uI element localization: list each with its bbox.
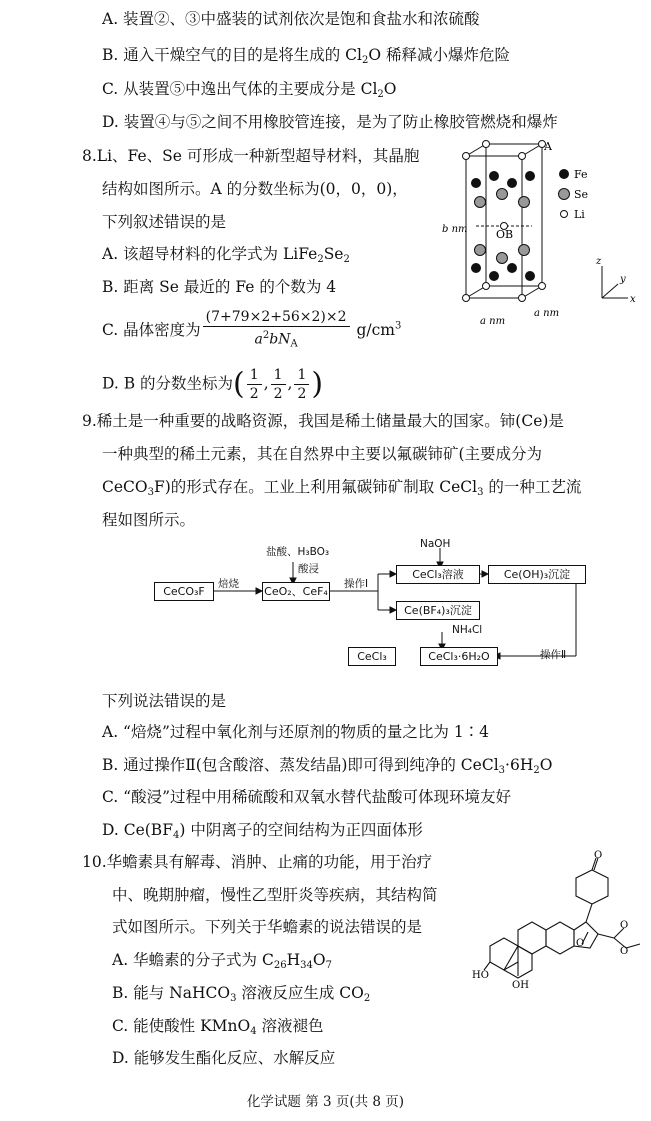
q10-option-d: D. 能够发生酯化反应、水解反应 <box>112 1049 336 1067</box>
flow-label-nh4cl: NH₄Cl <box>452 624 483 636</box>
flow-label-op2: 操作Ⅱ <box>540 649 567 661</box>
svg-text:HO: HO <box>472 970 489 981</box>
svg-text:z: z <box>596 256 602 267</box>
flow-box-cecl3: CeCl₃ <box>348 647 396 666</box>
flow-label-roast: 焙烧 <box>218 578 239 590</box>
legend-fe: Fe <box>574 168 588 181</box>
flow-label-naoh: NaOH <box>420 538 451 550</box>
svg-text:O: O <box>620 920 629 931</box>
q9-stem-line4: 程如图所示。 <box>102 511 196 529</box>
q8-option-b: B. 距离 Se 最近的 Fe 的个数为 4 <box>102 278 337 296</box>
q7-option-d: D. 装置④与⑤之间不用橡胶管连接，是为了防止橡胶管燃烧和爆炸 <box>102 113 558 131</box>
flow-box-ceco3f: CeCO₃F <box>154 582 214 601</box>
q9-option-d: D. $Ce(BF_4)$ 中阴离子的空间结构为正四面体形 <box>102 821 423 841</box>
label-a-nm-1: a nm <box>480 316 506 327</box>
legend-se-marker <box>559 189 570 200</box>
q9-stem-line2: 一种典型的稀土元素，其在自然界中主要以氟碳铈矿(主要成分为 <box>102 445 543 463</box>
label-a-nm-2: a nm <box>534 308 560 319</box>
svg-text:y: y <box>620 274 626 285</box>
flow-box-ceoh3: Ce(OH)₃沉淀 <box>488 565 586 584</box>
flow-label-acid: 盐酸、H₃BO₃ <box>266 546 330 558</box>
label-b: OB <box>496 228 514 241</box>
q10-option-a: A. 华蟾素的分子式为 $C_{26}H_{34}O_7$ <box>112 951 332 971</box>
atom-grid <box>463 141 546 302</box>
q7-option-a: A. 装置②、③中盛装的试剂依次是饱和食盐水和浓硫酸 <box>102 10 480 28</box>
flow-label-leach: 酸浸 <box>298 563 319 575</box>
legend-fe-marker <box>559 169 569 179</box>
flow-label-op1: 操作Ⅰ <box>344 578 369 590</box>
legend-li-marker <box>561 211 568 218</box>
q10-stem-line1: 10.华蟾素具有解毒、消肿、止痛的功能，用于治疗 <box>82 853 433 871</box>
q8-stem-line1: 8.Li、Fe、Se 可形成一种新型超导材料，其晶胞 <box>82 147 420 165</box>
flow-box-cecl3-hydrate: CeCl₃·6H₂O <box>420 647 498 666</box>
q10-option-c: C. 能使酸性 KMnO$_4$ 溶液褪色 <box>112 1017 324 1037</box>
q9-stem-line1: 9.稀土是一种重要的战略资源，我国是稀土储量最大的国家。铈(Ce)是 <box>82 412 564 430</box>
q9-option-a: A. “焙烧”过程中氧化剂与还原剂的物质的量之比为 1∶4 <box>102 723 490 741</box>
svg-text:O: O <box>594 850 603 861</box>
density-fraction: $\frac{(7+79\times 2+56\times 2)\times 2}{a^2bN_A}$ <box>203 308 350 354</box>
q8-option-a: A. 该超导材料的化学式为 $LiFe_2Se_2$ <box>102 245 350 265</box>
huachansu-structure <box>470 848 650 993</box>
q9-stem-line3: CeCO$_3$F)的形式存在。工业上利用氟碳铈矿制取 CeCl$_3$ 的一种工艺流 <box>102 478 582 498</box>
label-a-top: A <box>544 140 552 153</box>
crystal-cell-figure <box>440 138 645 328</box>
page-footer: 化学试题 第 3 页(共 8 页) <box>246 1094 405 1110</box>
q10-option-b: B. 能与 NaHCO$_3$ 溶液反应生成 $CO_2$ <box>112 984 371 1004</box>
svg-text:x: x <box>630 294 636 305</box>
q9-option-c: C. “酸浸”过程中用稀硫酸和双氧水替代盐酸可体现环境友好 <box>102 788 512 806</box>
svg-text:OH: OH <box>512 980 529 991</box>
flow-box-cebf4: Ce(BF₄)₃沉淀 <box>396 601 480 620</box>
q7-option-c: C. 从装置⑤中逸出气体的主要成分是 $Cl_2O$ <box>102 80 397 100</box>
q8-stem-line3: 下列叙述错误的是 <box>102 213 227 231</box>
svg-text:O: O <box>620 946 629 957</box>
legend-li: Li <box>574 208 585 221</box>
q7-option-b: B. 通入干燥空气的目的是将生成的 $Cl_2O$ 稀释减小爆炸危险 <box>102 46 511 66</box>
svg-text:O: O <box>576 938 585 949</box>
q8-option-c: C. 晶体密度为 $\frac{(7+79\times 2+56\times 2)\times 2}{a^2bN_A}$ $g/cm^3$ <box>102 308 401 354</box>
q9-option-b: B. 通过操作Ⅱ(包含酸溶、蒸发结晶)即可得到纯净的 $CeCl_3\cdot 6H_2O$ <box>102 756 553 776</box>
q8-option-d: D. B 的分数坐标为( $\frac{1}{2}$ , $\frac{1}{2}$ , $\frac{1}{2}$ ) <box>102 366 324 402</box>
q10-stem-line3: 式如图所示。下列关于华蟾素的说法错误的是 <box>112 918 423 936</box>
q9-lead: 下列说法错误的是 <box>102 692 227 710</box>
q8-stem-line2: 结构如图所示。A 的分数坐标为(0，0，0)， <box>102 180 408 198</box>
legend-se: Se <box>574 188 589 201</box>
flow-box-ceo2-cef4: CeO₂、CeF₄ <box>262 582 330 601</box>
q10-stem-line2: 中、晚期肿瘤，慢性乙型肝炎等疾病，其结构简 <box>112 886 438 904</box>
flow-box-cecl3-solution: CeCl₃溶液 <box>396 565 480 584</box>
label-b-nm: b nm <box>442 224 468 235</box>
